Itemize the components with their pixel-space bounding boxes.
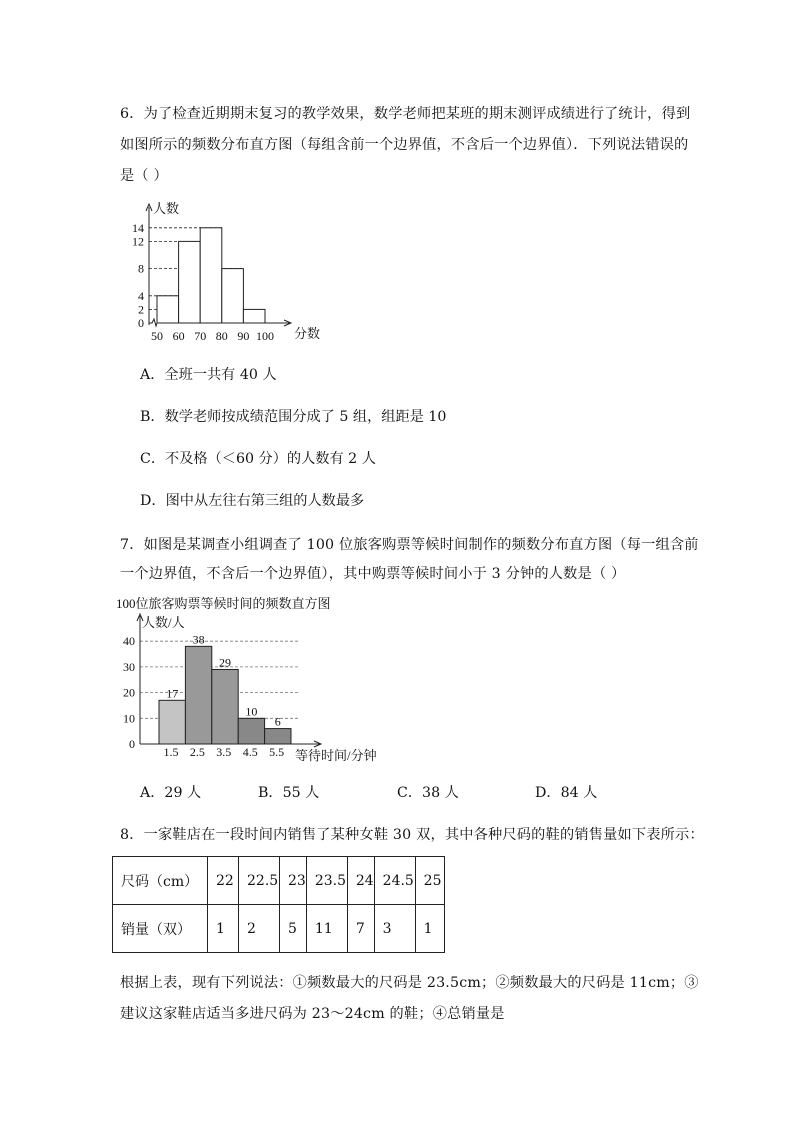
histogram-bar [200, 228, 222, 323]
size-cell: 22.5 [239, 857, 280, 905]
x-tick-label: 2.5 [189, 745, 205, 759]
y-tick-label: 12 [132, 234, 144, 249]
sales-cell: 3 [374, 905, 415, 953]
q8-after-line-2: 建议这家鞋店适当多进尺码为 23～24cm 的鞋；④总销量是 [120, 1006, 505, 1022]
x-tick-label: 4.5 [242, 745, 258, 759]
q7-line-1: 7．如图是某调查小组调查了 100 位旅客购票等候时间制作的频数分布直方图（每一组含前 [120, 537, 699, 553]
histogram-bar [243, 309, 265, 323]
histogram-bar [157, 296, 179, 323]
histogram-bar [222, 269, 244, 323]
histogram-bar [159, 700, 185, 744]
x-axis-label: 分数 [294, 326, 321, 341]
size-cell: 25 [415, 857, 444, 905]
bar-value-label: 29 [219, 655, 231, 670]
bar-value-label: 10 [245, 704, 258, 719]
y-tick-label: 20 [123, 685, 135, 700]
score-histogram [112, 195, 327, 347]
y-tick-label: 8 [138, 261, 144, 276]
q7-line-2: 一个边界值，不含后一个边界值），其中购票等候时间小于 3 分钟的人数是（ ） [120, 566, 626, 582]
y-tick-label: 4 [138, 288, 144, 303]
bar-value-label: 17 [166, 686, 179, 701]
y-tick-label: 2 [138, 302, 144, 317]
x-tick-label: 100 [256, 329, 274, 343]
q6-line-1: 6．为了检查近期期末复习的教学效果，数学老师把某班的期末测评成绩进行了统计，得到 [120, 106, 691, 122]
q6-option-b: B．数学老师按成绩范围分成了 5 组，组距是 10 [140, 409, 447, 425]
y-axis-label: 人数/人 [142, 615, 185, 630]
x-tick-label: 70 [194, 329, 207, 343]
histogram-bar [212, 669, 238, 744]
x-tick-label: 50 [151, 329, 163, 343]
q7-option-d: D．84 人 [535, 785, 598, 801]
chart-title: 100位旅客购票等候时间的频数直方图 [116, 596, 331, 611]
sales-cell: 5 [280, 905, 307, 953]
q6-line-2: 如图所示的频数分布直方图（每组含前一个边界值，不含后一个边界值）．下列说法错误的 [120, 137, 689, 153]
y-tick-label: 40 [123, 634, 135, 649]
q6-option-d: D．图中从左往右第三组的人数最多 [140, 493, 365, 509]
histogram-bar [179, 241, 201, 323]
x-tick-label: 1.5 [163, 745, 179, 759]
sales-cell: 2 [239, 905, 280, 953]
x-tick-label: 80 [215, 329, 228, 343]
x-tick-label: 3.5 [216, 745, 232, 759]
bar-value-label: 6 [274, 714, 281, 729]
y-tick-label: 0 [129, 737, 135, 751]
q7-option-b: B．55 人 [258, 785, 320, 801]
q6-option-a: A．全班一共有 40 人 [140, 367, 277, 383]
q6-line-3: 是（ ） [120, 168, 168, 184]
q8-after-line-1: 根据上表，现有下列说法：①频数最大的尺码是 23.5cm；②频数最大的尺码是 11cm；③ [120, 975, 699, 991]
sales-cell: 1 [415, 905, 444, 953]
size-header: 尺码（cm） [113, 857, 208, 905]
sales-cell: 1 [208, 905, 239, 953]
x-tick-label: 5.5 [269, 745, 285, 759]
shoe-sales-table [112, 856, 445, 953]
y-tick-label: 14 [132, 220, 144, 235]
bar-value-label: 38 [192, 632, 205, 647]
histogram-bar [238, 718, 264, 744]
q6-option-c: C．不及格（＜60 分）的人数有 2 人 [140, 451, 376, 467]
histogram-bar [185, 646, 211, 744]
y-tick-label: 0 [138, 316, 144, 330]
size-cell: 24 [347, 857, 374, 905]
x-axis-label: 等待时间/分钟 [295, 748, 377, 763]
q8-line-1: 8．一家鞋店在一段时间内销售了某种女鞋 30 双，其中各种尺码的鞋的销售量如下表所示： [120, 827, 704, 843]
sales-cell: 7 [347, 905, 374, 953]
q7-option-c: C．38 人 [397, 785, 459, 801]
sales-header: 销量（双） [113, 905, 208, 953]
size-cell: 23 [280, 857, 307, 905]
table-row-size [113, 857, 445, 905]
y-tick-label: 10 [123, 711, 135, 726]
histogram-bar [265, 729, 291, 744]
y-axis-label: 人数 [153, 201, 180, 216]
size-cell: 24.5 [374, 857, 415, 905]
size-cell: 22 [208, 857, 239, 905]
q7-option-a: A．29 人 [140, 785, 202, 801]
x-tick-label: 90 [237, 329, 250, 343]
table-row-sales [113, 905, 445, 953]
sales-cell: 11 [306, 905, 347, 953]
x-tick-label: 60 [172, 329, 185, 343]
waiting-time-histogram [112, 592, 392, 770]
size-cell: 23.5 [306, 857, 347, 905]
y-tick-label: 30 [123, 659, 135, 674]
